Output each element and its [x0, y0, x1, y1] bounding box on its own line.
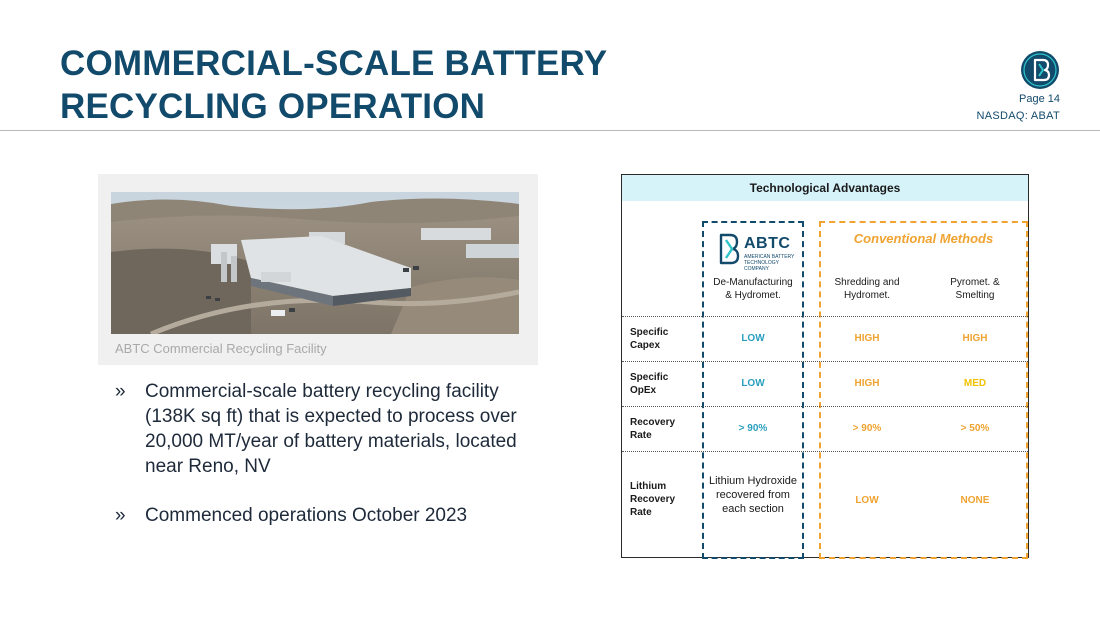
column-header-abtc: De-Manufacturing & Hydromet.: [713, 277, 793, 301]
page-title-line-1: COMMERCIAL-SCALE BATTERY: [60, 44, 608, 83]
abtc-logo-text: ABTC: [744, 235, 791, 252]
list-item: [115, 379, 545, 479]
conventional-columns-highlight: [819, 221, 1028, 559]
column-header-shredding: Shredding and Hydromet.: [834, 277, 900, 301]
cell-capex-shredding: HIGH: [854, 333, 880, 344]
cell-opex-abtc: LOW: [741, 378, 765, 389]
row-divider: [622, 316, 1028, 317]
row-label-lithium-recovery: Lithium Recovery Rate: [630, 481, 676, 518]
row-label-opex: Specific OpEx: [630, 372, 669, 396]
facility-aerial-photo: [111, 192, 519, 334]
header-divider: [0, 130, 1100, 131]
cell-opex-shredding: HIGH: [854, 378, 880, 389]
cell-recovery-abtc: > 90%: [738, 423, 768, 434]
tech-advantages-table: [621, 174, 1029, 558]
page-number: Page 14: [1019, 93, 1060, 105]
table-header: Technological Advantages: [622, 175, 1028, 201]
cell-lithium-pyromet: NONE: [960, 495, 990, 506]
row-divider: [622, 406, 1028, 407]
cell-recovery-shredding: > 90%: [852, 423, 882, 434]
abtc-logo-mark-icon: [717, 233, 741, 265]
stock-ticker: NASDAQ: ABAT: [976, 110, 1060, 122]
cell-capex-pyromet: HIGH: [962, 333, 988, 344]
column-header-pyromet: Pyromet. & Smelting: [950, 277, 1000, 301]
row-divider: [622, 361, 1028, 362]
cell-capex-abtc: LOW: [741, 333, 765, 344]
abtc-logo-icon: [1020, 50, 1060, 90]
photo-caption: ABTC Commercial Recycling Facility: [115, 341, 327, 356]
row-label-recovery-rate: Recovery Rate: [630, 417, 676, 441]
abtc-logo-subtitle: AMERICAN BATTERY TECHNOLOGY COMPANY: [744, 254, 795, 272]
list-item: [115, 503, 545, 528]
row-label-capex: Specific Capex: [630, 327, 669, 351]
bullet-chevron-icon: »: [115, 381, 126, 402]
conventional-methods-title: Conventional Methods: [853, 231, 994, 246]
bullet-chevron-icon: »: [115, 505, 126, 526]
facility-photo-card: [98, 174, 538, 365]
cell-lithium-abtc: Lithium Hydroxide recovered from each section: [708, 475, 798, 515]
key-points-list: [115, 379, 545, 552]
bullet-text: Commenced operations October 2023: [145, 505, 468, 526]
cell-lithium-shredding: LOW: [855, 495, 879, 506]
cell-opex-pyromet: MED: [963, 378, 987, 389]
bullet-text: Commercial-scale battery recycling facility (138K sq ft) that is expected to process over 20,000 MT/year of battery materials, located near Reno, NV: [145, 381, 517, 477]
abtc-table-logo: [717, 232, 797, 272]
row-divider: [622, 451, 1028, 452]
page-title: [60, 42, 607, 128]
cell-recovery-pyromet: > 50%: [960, 423, 990, 434]
page-title-line-2: RECYCLING OPERATION: [60, 87, 486, 126]
